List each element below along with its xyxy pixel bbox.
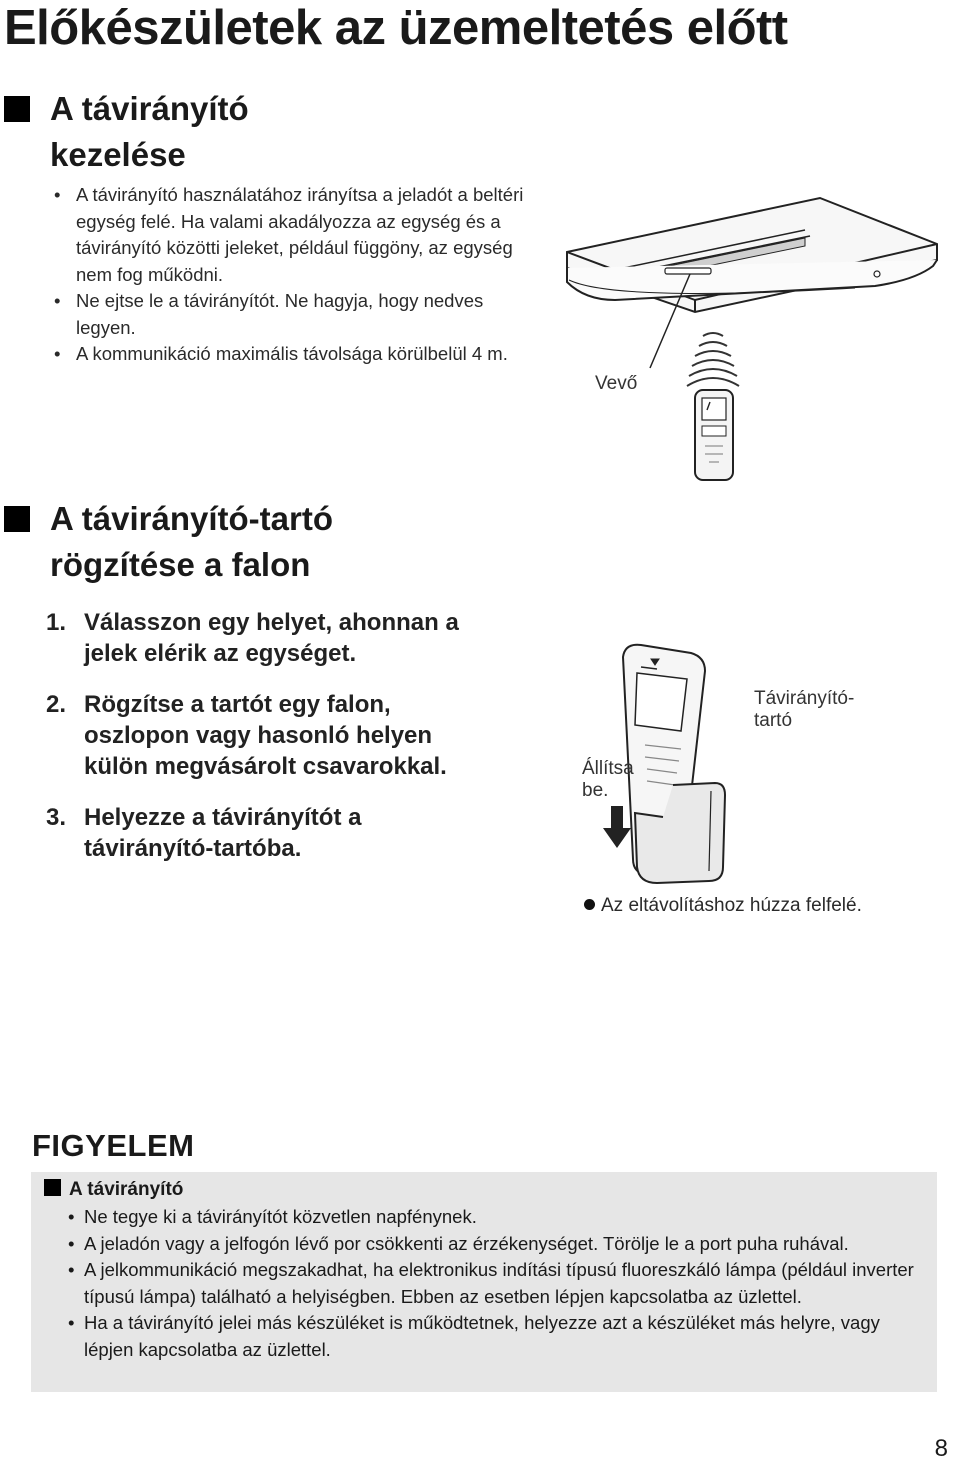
square-bullet-icon: [4, 506, 30, 532]
insert-label-line-1: Állítsa: [582, 758, 634, 779]
warning-subheading: [44, 1178, 183, 1202]
step-item: [46, 689, 496, 782]
page-title: Előkészületek az üzemeltetés előtt: [4, 1, 788, 55]
page-number: 8: [934, 1435, 948, 1462]
list-item: • Ha a távirányító jelei más készüléket is működtetnek, helyezze azt a készüléket más helyre, vagy lépjen kapcsolatba az üzlettel.: [68, 1310, 924, 1363]
square-bullet-icon: [44, 1179, 61, 1196]
removal-note: [584, 894, 862, 918]
holder-label-line-2: tartó: [754, 710, 793, 731]
step-text: Válasszon egy helyet, ahonnan a jelek elérik az egységet.: [84, 609, 459, 667]
indoor-unit-remote-illustration: [555, 190, 955, 490]
step-number: 3.: [46, 804, 67, 831]
step-item: [46, 607, 496, 669]
holder-label-line-1: Távirányító-: [754, 688, 855, 709]
warning-heading: FIGYELEM: [32, 1128, 195, 1163]
removal-note-text: Az eltávolításhoz húzza felfelé.: [601, 895, 862, 916]
list-item: • A jelkommunikáció megszakadhat, ha elektronikus indítási típusú fluoreszkáló lámpa (például inverter típusú lámpa) található a helyiségben. Ebben az esetben lépjen kapcsolatba az üzlettel.: [68, 1257, 924, 1310]
warning-subheading-text: A távirányító: [69, 1179, 184, 1200]
square-bullet-icon: [4, 96, 30, 122]
insert-label-line-2: be.: [582, 780, 609, 801]
step-text: Rögzítse a tartót egy falon, oszlopon vagy hasonló helyen külön megvásárolt csavarokkal.: [84, 691, 447, 780]
section-heading-line-2: kezelése: [50, 136, 186, 173]
section-heading-line-2: rögzítése a falon: [50, 546, 311, 583]
section-heading-line-1: A távirányító-tartó: [50, 500, 333, 537]
section-heading-holder-mounting: [4, 496, 524, 588]
step-item: [46, 802, 496, 864]
list-item: • Ne ejtse le a távirányítót. Ne hagyja, hogy nedves legyen.: [52, 288, 542, 341]
insert-label: [582, 758, 634, 802]
arrow-down-icon: [603, 806, 631, 848]
signal-waves-icon: [687, 333, 739, 386]
step-number: 2.: [46, 691, 67, 718]
step-text: Helyezze a távirányítót a távirányító-tartóba.: [84, 804, 362, 862]
section-heading-remote-handling: [4, 86, 524, 178]
section-heading-line-1: A távirányító: [50, 90, 249, 127]
list-item: • A kommunikáció maximális távolsága körülbelül 4 m.: [52, 341, 542, 368]
step-number: 1.: [46, 609, 67, 636]
list-item: • Ne tegye ki a távirányítót közvetlen napfénynek.: [68, 1204, 924, 1231]
holder-label: [754, 688, 854, 732]
remote-control-icon: [695, 390, 733, 480]
remote-handling-list: [52, 182, 542, 368]
receiver-label: Vevő: [595, 373, 638, 394]
list-item: • A jeladón vagy a jelfogón lévő por csökkenti az érzékenységet. Törölje le a port puha ruhával.: [68, 1231, 924, 1258]
round-bullet-icon: [584, 899, 595, 910]
list-item: • A távirányító használatához irányítsa a jeladót a beltéri egység felé. Ha valami akadályozza az egység és a távirányító közötti jeleket, például függöny, az egység nem fog működni.: [52, 182, 542, 288]
mounting-steps-list: [46, 607, 496, 884]
warning-list: [68, 1204, 924, 1363]
